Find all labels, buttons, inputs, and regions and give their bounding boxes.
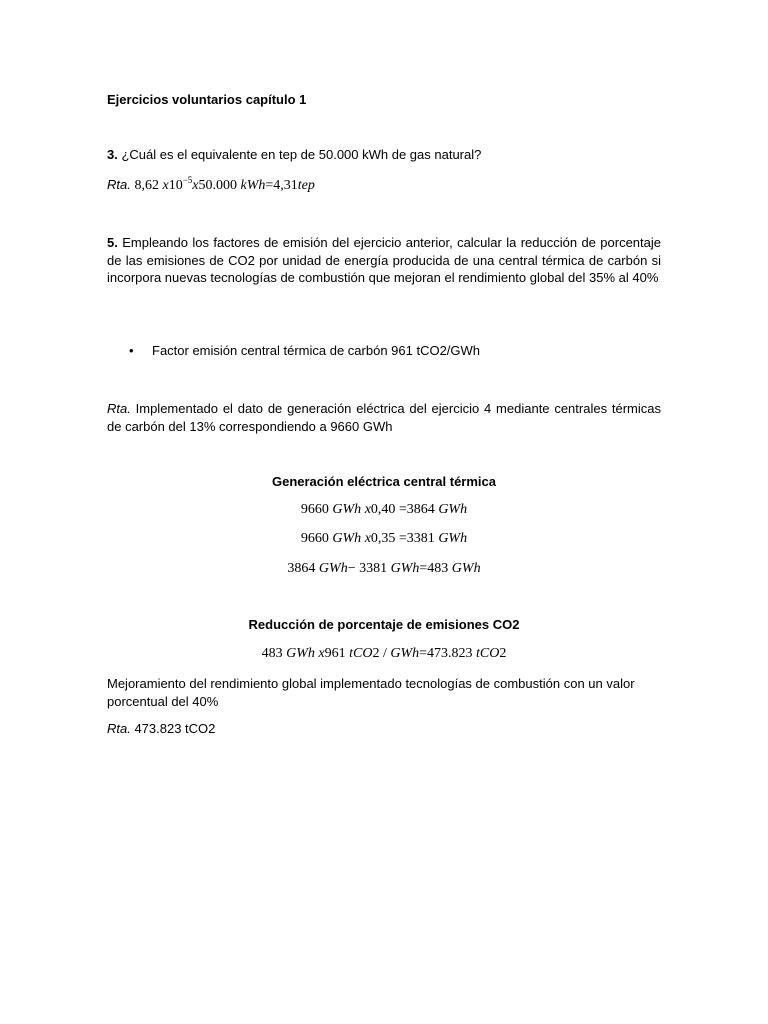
eq-term: 50.000 [198,178,241,193]
question-3-text: ¿Cuál es el equivalente en tep de 50.000 kWh de gas natural? [117,147,482,162]
eq-operator: x [162,178,169,193]
answer-3 [107,174,315,197]
eq-term: 0,35 =3381 [370,531,439,546]
eq-unit: GWh [390,646,420,661]
answer-3-equation [134,175,315,193]
eq-operator: x [314,646,325,661]
eq-unit: tep [297,178,315,193]
eq-exponent: −5 [182,175,193,185]
bullet-icon: • [129,343,134,358]
eq-term: 483 [261,646,287,661]
eq-unit: GWh [332,502,362,517]
document-title: Ejercicios voluntarios capítulo 1 [107,92,307,107]
final-answer-label: Rta. [107,721,131,736]
bullet-text: Factor emisión central térmica de carbón 961 tCO2/GWh [152,343,481,358]
eq-term: − 3381 [347,561,391,576]
eq-unit: GWh [318,561,348,576]
eq-term: =473.823 [419,646,477,661]
eq-term: 2 [499,646,507,661]
final-answer-value: 473.823 tCO2 [130,721,216,736]
eq-unit: tCO [349,646,373,661]
eq-term: 0,40 =3864 [370,502,439,517]
eq-term: 9660 [300,502,333,517]
eq-term: 961 [324,646,350,661]
eq-term: 2 / [372,646,391,661]
question-3 [107,147,481,163]
eq-operator: x [192,178,199,193]
generation-equation-2 [107,528,661,550]
eq-unit: kWh [240,178,266,193]
bullet-item [129,343,480,359]
eq-operator: x [361,531,371,546]
answer-5-label: Rta. [107,401,131,416]
question-5-text: Empleando los factores de emisión del ejercicio anterior, calcular la reducción de porcentaje de las emisiones de CO2 por unidad de energía producida de una central térmica de carbón si incorpora nuevas tecnologías de combustión que mejoran el rendimiento global del 35% al 40% [107,235,661,286]
eq-unit: GWh [438,531,468,546]
question-5 [107,234,661,287]
eq-unit: tCO [476,646,500,661]
generation-heading: Generación eléctrica central térmica [271,474,496,489]
generation-equation-1 [107,499,661,521]
eq-unit: GWh [390,561,420,576]
eq-term: =483 [419,561,452,576]
reduction-equation [107,643,661,665]
eq-unit: GWh [451,561,481,576]
reduction-heading: Reducción de porcentaje de emisiones CO2 [248,617,520,632]
question-3-number: 3. [107,147,118,162]
generation-equation-3 [107,558,661,580]
eq-term: =4,31 [265,178,298,193]
eq-term: 8,62 [134,178,163,193]
eq-unit: GWh [286,646,315,661]
answer-5 [107,400,661,435]
improvement-paragraph: Mejoramiento del rendimiento global implementado tecnologías de combustión con un valor porcentual del 40% [107,676,635,709]
eq-term: 10 [168,178,183,193]
eq-term: 3864 [287,561,319,576]
eq-unit: GWh [332,531,362,546]
eq-unit: GWh [438,502,468,517]
answer-5-text: Implementado el dato de generación eléctrica del ejercicio 4 mediante centrales térmicas de carbón del 13% correspondiendo a 9660 GWh [107,401,661,434]
eq-term: 9660 [300,531,333,546]
answer-3-label: Rta. [107,177,131,192]
question-5-number: 5. [107,235,118,250]
final-answer [107,721,215,737]
eq-operator: x [361,502,371,517]
